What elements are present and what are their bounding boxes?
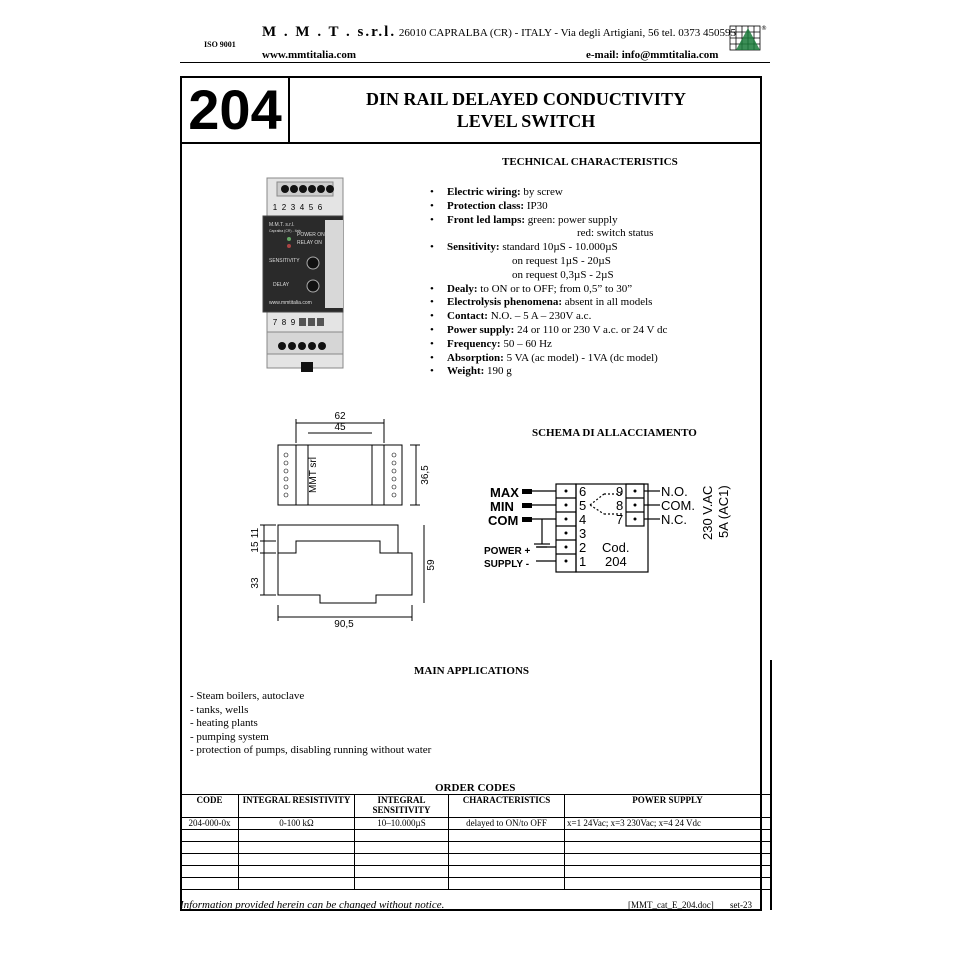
company-line xyxy=(262,24,736,41)
spec-item: • Electric wiring: by screw xyxy=(430,186,563,198)
dim-33: 33 xyxy=(250,577,261,589)
spec-item: • Weight: 190 g xyxy=(430,365,512,378)
footer-date: set-23 xyxy=(730,900,752,910)
product-number: 204 xyxy=(188,78,282,141)
sensitivity-label: SENSITIVITY xyxy=(269,258,300,264)
wiring-schema xyxy=(480,470,750,580)
device-photo xyxy=(255,176,351,376)
power-led-icon xyxy=(287,237,291,241)
schema-min-label: MIN xyxy=(490,499,514,514)
device-city: Capralba (CR) - Italy xyxy=(269,229,302,233)
dim-36-5: 36,5 xyxy=(420,465,431,485)
dim-45: 45 xyxy=(334,422,346,433)
spec-item: • Electrolysis phenomena: absent in all models xyxy=(430,296,653,309)
schema-no-label: N.O. xyxy=(661,484,688,499)
product-title-line2: LEVEL SWITCH xyxy=(456,111,596,131)
table-row xyxy=(181,842,771,854)
schema-com2-label: COM. xyxy=(661,498,695,513)
col-resistivity: INTEGRAL RESISTIVITY xyxy=(239,795,355,818)
device-brand: M.M.T. s.r.l. xyxy=(269,222,295,228)
table-header-row xyxy=(181,795,771,818)
spec-continuation: red: switch status xyxy=(577,227,654,240)
table-row xyxy=(181,866,771,878)
table-row xyxy=(181,818,771,830)
terminal-bottom-8: 8 xyxy=(281,318,287,327)
cell-characteristics: delayed to ON/to OFF xyxy=(449,818,565,830)
email-link[interactable]: e-mail: info@mmtitalia.com xyxy=(586,49,719,61)
schema-term-1: 1 xyxy=(579,554,587,569)
schema-cod-number: 204 xyxy=(605,554,627,569)
col-characteristics: CHARACTERISTICS xyxy=(449,795,565,818)
col-power-supply: POWER SUPPLY xyxy=(565,795,771,818)
schema-term-3: 3 xyxy=(579,526,587,541)
order-table xyxy=(180,794,771,890)
mmt-label: MMT srl xyxy=(308,457,319,493)
footer-doc-ref: [MMT_cat_E_204.doc] xyxy=(628,900,714,910)
table-row xyxy=(181,854,771,866)
table-row xyxy=(181,878,771,890)
spec-item: • Dealy: to ON or to OFF; from 0,5” to 30” xyxy=(430,282,633,295)
terminal-top-1: 1 xyxy=(272,203,278,212)
product-title xyxy=(290,88,762,132)
device-web: www.mmtitalia.com xyxy=(269,300,312,306)
list-item: - heating plants xyxy=(190,717,258,729)
schema-term-2: 2 xyxy=(579,540,587,555)
spec-item: • Sensitivity: standard 10µS - 10.000µS xyxy=(430,241,618,254)
schema-term-5: 5 xyxy=(579,498,587,513)
cell-power-supply: x=1 24Vac; x=3 230Vac; x=4 24 Vdc xyxy=(565,818,771,830)
delay-label: DELAY xyxy=(273,282,290,288)
schema-supply-label: SUPPLY - xyxy=(484,559,530,570)
schema-voltage-label: 230 V.AC xyxy=(700,485,715,540)
schema-power-label: POWER + xyxy=(484,546,531,557)
schema-term-6: 6 xyxy=(579,484,587,499)
company-name: M . M . T . s.r.l. xyxy=(262,24,397,40)
schema-heading: SCHEMA DI ALLACCIAMENTO xyxy=(532,427,697,439)
relay-on-label: RELAY ON xyxy=(297,240,322,246)
schema-nc-label: N.C. xyxy=(661,512,687,527)
dim-11: 11 xyxy=(250,527,261,539)
schema-com-label: COM xyxy=(488,513,519,528)
spec-item: • Absorption: 5 VA (ac model) - 1VA (dc model) xyxy=(430,351,658,364)
cell-code: 204-000-0x xyxy=(181,818,239,830)
schema-term-7: 7 xyxy=(616,512,624,527)
spec-list xyxy=(430,186,760,379)
list-item: - Steam boilers, autoclave xyxy=(190,690,305,702)
schema-cod-label: Cod. xyxy=(602,540,630,555)
dim-62: 62 xyxy=(334,411,346,422)
probe-connector xyxy=(301,362,313,372)
side-bracket xyxy=(325,220,343,308)
footer-note: Information provided herein can be changed without notice. xyxy=(180,899,445,911)
dim-90-5: 90,5 xyxy=(334,619,354,630)
dimension-drawing xyxy=(240,405,440,635)
applications-heading: MAIN APPLICATIONS xyxy=(414,665,530,677)
product-title-line1: DIN RAIL DELAYED CONDUCTIVITY xyxy=(366,89,686,109)
terminal-top-3: 3 xyxy=(290,203,296,212)
cell-sensitivity: 10–10.000µS xyxy=(355,818,449,830)
col-code: CODE xyxy=(181,795,239,818)
spec-item: • Front led lamps: green: power supply xyxy=(430,213,618,226)
bottom-screw-rail xyxy=(267,332,343,354)
company-logo-icon xyxy=(728,22,768,52)
iso-label: ISO 9001 xyxy=(204,40,236,49)
schema-term-4: 4 xyxy=(579,512,587,527)
spec-item: • Power supply: 24 or 110 or 230 V a.c. or 24 V dc xyxy=(430,323,668,336)
schema-max-label: MAX xyxy=(490,485,519,500)
technical-heading: TECHNICAL CHARACTERISTICS xyxy=(502,156,678,168)
terminal-top-6: 6 xyxy=(317,203,323,212)
delay-knob-icon xyxy=(307,280,319,292)
spec-item: • Contact: N.O. – 5 A – 230V a.c. xyxy=(430,310,592,323)
terminal-top-2: 2 xyxy=(281,203,287,212)
order-heading: ORDER CODES xyxy=(435,782,516,794)
list-item: - tanks, wells xyxy=(190,703,249,716)
relay-led-icon xyxy=(287,244,291,248)
header-rule xyxy=(180,62,770,63)
spec-item: • Protection class: IP30 xyxy=(430,199,548,212)
sensitivity-knob-icon xyxy=(307,257,319,269)
terminal-bottom-7: 7 xyxy=(272,318,278,327)
terminal-top-4: 4 xyxy=(299,203,305,212)
terminal-bottom-9: 9 xyxy=(290,318,296,327)
applications-list xyxy=(190,690,431,758)
registered-mark: ® xyxy=(761,25,767,32)
cell-resistivity: 0-100 kΩ xyxy=(239,818,355,830)
top-view-body xyxy=(278,445,402,505)
col-sensitivity: INTEGRAL SENSITIVITY xyxy=(355,795,449,818)
schema-current-label: 5A (AC1) xyxy=(716,485,731,538)
spec-continuation: on request 1µS - 20µS xyxy=(512,254,611,267)
terminal-top-5: 5 xyxy=(308,203,314,212)
list-item: - pumping system xyxy=(190,730,269,743)
power-on-label: POWER ON xyxy=(297,232,325,238)
spec-item: • Frequency: 50 – 60 Hz xyxy=(430,337,552,350)
website-link[interactable]: www.mmtitalia.com xyxy=(262,49,357,61)
company-address: 26010 CAPRALBA (CR) - ITALY - Via degli Artigiani, 56 tel. 0373 450595 xyxy=(398,27,736,39)
list-item: - protection of pumps, disabling running without water xyxy=(190,744,432,756)
schema-term-8: 8 xyxy=(616,498,624,513)
side-view-body xyxy=(278,525,412,603)
dim-59: 59 xyxy=(426,559,437,571)
table-row xyxy=(181,830,771,842)
spec-continuation: on request 0,3µS - 2µS xyxy=(512,268,614,281)
dim-15: 15 xyxy=(250,541,261,553)
schema-term-9: 9 xyxy=(616,484,624,499)
